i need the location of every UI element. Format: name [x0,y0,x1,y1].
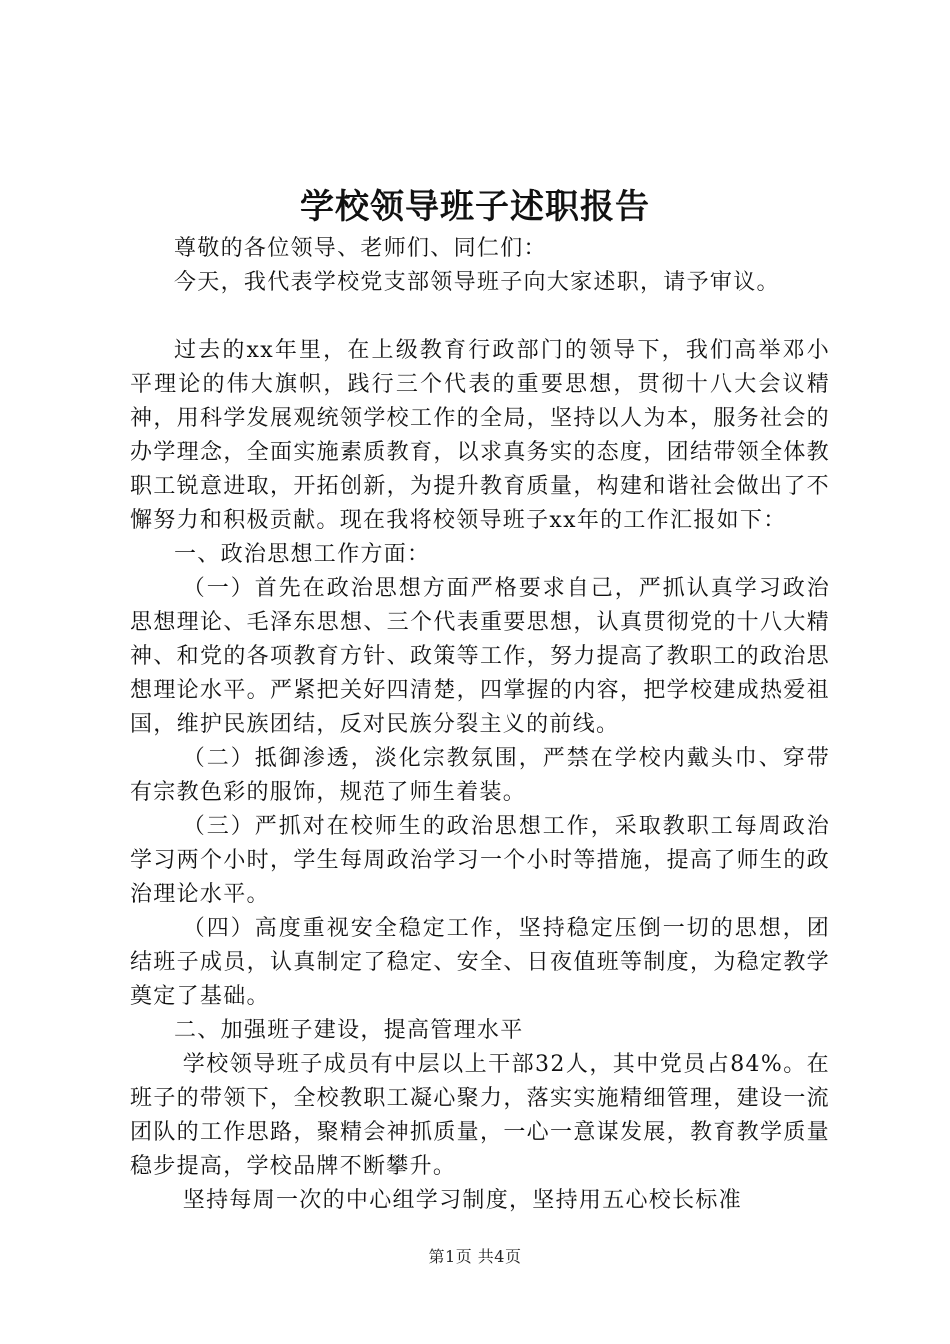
section1-item-3: （三）严抓对在校师生的政治思想工作，采取教职工每周政治学习两个小时，学生每周政治学习一个小时等措施，提高了师生的政治理论水平。 [130,814,830,907]
salutation: 尊敬的各位领导、老师们、同仁们： [174,236,547,261]
overview-paragraph: 过去的xx年里，在上级教育行政部门的领导下，我们高举邓小平理论的伟大旗帜，践行三个代表的重要思想，贯彻十八大会议精神，用科学发展观统领学校工作的全局，坚持以人为本，服务社会的办学理念，全面实施素质教育，以求真务实的态度，团结带领全体教职工锐意进取，开拓创新，为提升教育质量，构建和谐社会做出了不懈努力和积极贡献。现在我将校领导班子xx年的工作汇报如下： [130,338,830,533]
section2-paragraph-2: 坚持每周一次的中心组学习制度，坚持用五心校长标准 [182,1188,742,1213]
page-indicator: 第1页 共4页 [428,1247,522,1266]
section-heading-politics: 一、政治思想工作方面： [174,542,431,567]
document-title: 学校领导班子述职报告 [300,187,650,227]
section2-paragraph-1: 学校领导班子成员有中层以上干部32人，其中党员占84%。在班子的带领下，全校教职工凝心聚力，落实实施精细管理，建设一流团队的工作思路，聚精会神抓质量，一心一意谋发展，教育教学质量稳步提高，学校品牌不断攀升。 [130,1052,830,1179]
document-body [130,232,830,1218]
blank-line [130,300,830,334]
intro-paragraph: 今天，我代表学校党支部领导班子向大家述职，请予审议。 [174,270,780,295]
section-heading-team: 二、加强班子建设，提高管理水平 [174,1018,524,1043]
section1-item-2: （二）抵御渗透，淡化宗教氛围，严禁在学校内戴头巾、穿带有宗教色彩的服饰，规范了师生着装。 [130,746,830,805]
section1-item-4: （四）高度重视安全稳定工作，坚持稳定压倒一切的思想，团结班子成员，认真制定了稳定、安全、日夜值班等制度，为稳定教学奠定了基础。 [130,916,830,1009]
section1-item-1: （一）首先在政治思想方面严格要求自己，严抓认真学习政治思想理论、毛泽东思想、三个代表重要思想，认真贯彻党的十八大精神、和党的各项教育方针、政策等工作，努力提高了教职工的政治思想理论水平。严紧把关好四清楚，四掌握的内容，把学校建成热爱祖国，维护民族团结，反对民族分裂主义的前线。 [130,576,830,737]
